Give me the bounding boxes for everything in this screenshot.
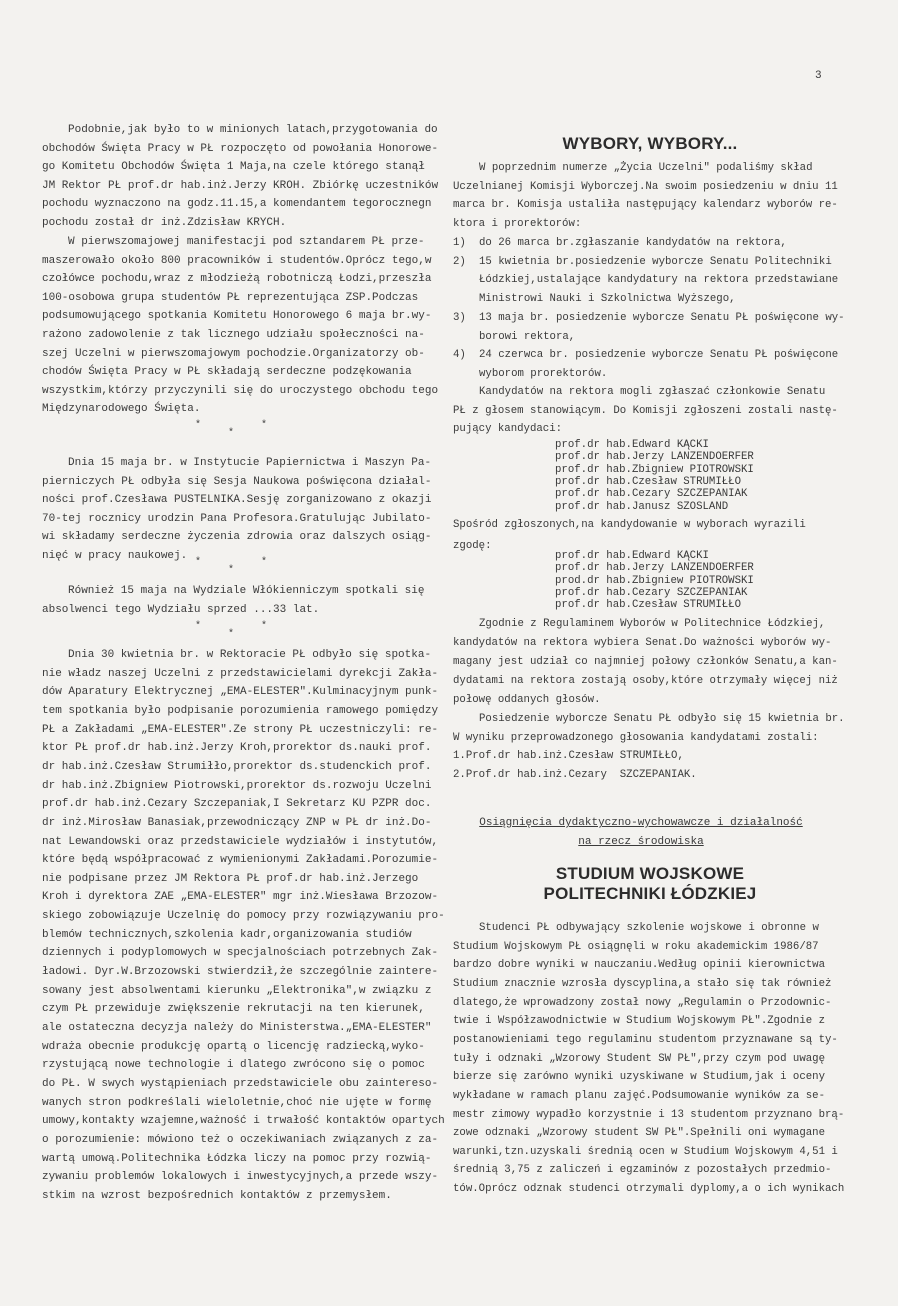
text-line: prof.dr hab.Janusz SZOSLAND	[555, 500, 729, 513]
text-line: pochodu został dr inż.Zdzisław KRYCH.	[42, 217, 287, 229]
text-line: magany jest udział co najmniej połowy członków Senatu,a kan-	[453, 656, 838, 668]
text-line: ale ostateczna decyzja należy do Ministerstwa.„EMA-ELESTER"	[42, 1022, 432, 1034]
text-line: dydatami na rektora zostają osoby,które otrzymały więcej niż	[453, 675, 838, 687]
asterisk-separator: *	[228, 629, 235, 640]
text-line: absolwenci tego Wydziału sprzed ...33 lat.	[42, 603, 320, 616]
text-line: ktora i prorektorów:	[453, 218, 582, 231]
text-line: ktor PŁ prof.dr hab.inż.Jerzy Kroh,prorektor ds.nauki prof.	[42, 742, 432, 755]
calendar-item-text: wyborom prorektorów.	[479, 367, 608, 380]
text-line: prof.dr hab.Czesław STRUMIŁŁO	[555, 475, 741, 488]
text-line: które będą współpracować z wymienionymi Zakładami.Porozumie-	[42, 854, 439, 867]
text-line: chodów Święta Pracy w PŁ składają serdeczne podzękowania	[42, 366, 412, 379]
text-line: rzystującą nowe technologie i dlatego zwrócono się o pomoc	[42, 1059, 425, 1072]
calendar-item-text: do 26 marca br.zgłaszanie kandydatów na rektora,	[479, 237, 787, 249]
calendar-item-number: 4)	[453, 349, 466, 362]
text-line: PŁ z głosem stanowiącym. Do Komisji zgłoszeni zostali nastę-	[453, 404, 838, 417]
asterisk-separator: *	[261, 557, 268, 568]
text-line: prof.dr hab.Jerzy LANZENDOERFER	[555, 562, 754, 575]
calendar-item-text: 13 maja br. posiedzenie wyborcze Senatu PŁ poświęcone wy-	[479, 311, 845, 324]
text-line: Również 15 maja na Wydziale Włókienniczym spotkali się	[68, 585, 425, 597]
text-line: bardzo dobre wyniki w nauczaniu.Według opinii kierownictwa	[453, 959, 825, 972]
text-line: wanych stron podkreślali wieloletnie,choć nie ujęte w formę	[42, 1096, 432, 1109]
text-line: wartą umową.Politechnika Łódzka liczy na pomoc przy rozwią-	[42, 1152, 432, 1165]
calendar-item-number: 3)	[453, 311, 466, 324]
text-line: dr hab.inż.Zbigniew Piotrowski,prorektor ds.rozwoju Uczelni	[42, 779, 432, 792]
article-title-military-study-line-1: STUDIUM WOJSKOWE	[555, 864, 745, 883]
text-line: tów.Oprócz odznak studenci otrzymali dyplomy,a o ich wynikach	[453, 1183, 845, 1196]
text-line: marca br. Komisja ustaliła następujący kalendarz wyborów re-	[453, 199, 838, 212]
text-line: bierze się zarówno wyniki uzyskiwane w Studium,jak i oceny	[453, 1071, 825, 1084]
text-line: rażono zadowolenie z tak licznego udziału społeczności na-	[42, 329, 425, 341]
text-line: 70-tej rocznicy urodzin Pana Profesora.Gratulując Jubilato-	[42, 512, 432, 525]
text-line: 100-osobowa grupa studentów PŁ reprezentująca ZSP.Podczas	[42, 291, 419, 304]
text-line: prof.dr hab.Zbigniew PIOTROWSKI	[555, 463, 754, 476]
text-line: PŁ a Zakładami „EMA-ELESTER".Ze strony PŁ uczestniczyli: re-	[42, 723, 439, 736]
text-line: prof.dr hab.inż.Cezary Szczepaniak,I Sekretarz KU PZPR doc.	[42, 798, 432, 811]
text-line: mestr zimowy wypadło korzystnie i 13 studentom przyznano brą-	[453, 1108, 845, 1121]
asterisk-separator: *	[261, 420, 268, 431]
text-line: dr hab.inż.Czesław Strumiłło,prorektor ds.studenckich prof.	[42, 760, 432, 773]
text-line: obchodów Święta Pracy w PŁ rozpoczęto od powołania Honorowe-	[42, 142, 439, 155]
text-line: prof.dr hab.Cezary SZCZEPANIAK	[555, 488, 748, 501]
text-line: pochodu wyznaczono na godz.11.15,a komendantem tegorocznegn	[42, 198, 432, 211]
text-line: Spośród zgłoszonych,na kandydowanie w wyborach wyrazili	[453, 519, 806, 531]
section-heading-text: na rzecz środowiska	[578, 836, 704, 848]
text-line: średnią 3,75 z zaliczeń i egzaminów z pozostałych przedmio-	[453, 1164, 832, 1177]
calendar-item-text: 24 czerwca br. posiedzenie wyborcze Senatu PŁ poświęcone	[479, 349, 839, 362]
page-number: 3	[815, 70, 822, 82]
text-line: umowy,kontakty wzajemne,ważność i trwałość kontaktów opartych	[42, 1115, 445, 1128]
text-line: Kroh i dyrektora ZAE „EMA-ELESTER" mgr inż.Wiesława Brzozow-	[42, 891, 439, 904]
text-line: Dnia 30 kwietnia br. w Rektoracie PŁ odbyło się spotka-	[68, 649, 432, 661]
section-heading-line-2	[445, 836, 837, 848]
text-line: szej Uczelni w pierwszomajowym pochodzie.Organizatorzy ob-	[42, 347, 425, 360]
text-line: kandydatów na rektora wybiera Senat.Do ważności wyborów wy-	[453, 637, 832, 649]
asterisk-separator: *	[261, 621, 268, 632]
text-line: zywaniu problemów lokalowych i inwestycyjnych,a przede wszy-	[42, 1171, 439, 1184]
text-line: nie podpisane przez JM Rektora PŁ prof.dr hab.inż.Jerzego	[42, 872, 419, 885]
text-line: dlatego,że wprowadzony został nowy „Regulamin o Przodownic-	[453, 996, 832, 1009]
text-line: prof.dr hab.Czesław STRUMIŁŁO	[555, 599, 741, 612]
text-line: Dnia 15 maja br. w Instytucie Papiernictwa i Maszyn Pa-	[68, 457, 432, 469]
text-line: maszerowało około 800 pracowników i studentów.Oprócz tego,w	[42, 254, 432, 267]
text-line: wdraża obecnie produkcję opartą o licencję radziecką,wyko-	[42, 1040, 425, 1053]
calendar-item-text: 15 kwietnia br.posiedzenie wyborcze Senatu Politechniki	[479, 255, 832, 268]
text-line: dziennych i podyplomowych w specjalnościach potrzebnych Zak-	[42, 947, 439, 960]
text-line: blemów technicznych,szkolenia kadr,organizowania studiów	[42, 928, 412, 941]
text-line: W wyniku przeprowadzonego głosowania kandydatami zostali:	[453, 731, 819, 744]
text-line: ładowi. Dyr.W.Brzozowski stwierdził,że szczególnie zaintere-	[42, 966, 439, 979]
calendar-item-number: 1)	[453, 237, 466, 249]
text-line: tuły i odznaki „Wzorowy Student SW PŁ",przy czym pod uwagę	[453, 1052, 825, 1065]
text-line: prof.dr hab.Cezary SZCZEPANIAK	[555, 586, 748, 599]
text-line: wszystkim,którzy przyczynili się do uroczystego obchodu tego	[42, 384, 439, 397]
section-heading-text: Osiągnięcia dydaktyczno-wychowawcze i działalność	[479, 817, 803, 829]
text-line: 2.Prof.dr hab.inż.Cezary SZCZEPANIAK.	[453, 768, 697, 781]
text-line: Podobnie,jak było to w minionych latach,przygotowania do	[68, 124, 438, 136]
text-line: JM Rektor PŁ prof.dr hab.inż.Jerzy KROH. Zbiórkę uczestników	[42, 179, 439, 192]
text-line: podsumowującego spotkania Komitetu Honorowego 6 maja br.wy-	[42, 310, 432, 323]
text-line: dów Aparatury Elektrycznej „EMA-ELESTER".Kulminacyjnym punk-	[42, 686, 439, 699]
text-line: zowe odznaki „Wzorowy student SW PŁ".Spełnili oni wymagane	[453, 1127, 825, 1140]
text-line: Kandydatów na rektora mogli zgłaszać członkowie Senatu	[479, 386, 826, 398]
text-line: Posiedzenie wyborcze Senatu PŁ odbyło się 15 kwietnia br.	[479, 713, 845, 725]
text-line: Uczelnianej Komisji Wyborczej.Na swoim posiedzeniu w dniu 11	[453, 180, 838, 193]
text-line: o porozumienie: mówiono też o oczekiwaniach związanych z za-	[42, 1133, 439, 1146]
text-line: pujący kandydaci:	[453, 423, 563, 436]
text-line: 1.Prof.dr hab.inż.Czesław STRUMIŁŁO,	[453, 750, 684, 763]
text-line: wi składamy serdeczne życzenia zdrowia oraz dalszych osiąg-	[42, 531, 432, 544]
calendar-item-text: Łódzkiej,ustalające kandydatury na rektora przedstawiane	[479, 274, 839, 287]
text-line: W poprzednim numerze „Życia Uczelni" podaliśmy skład	[479, 162, 813, 174]
text-line: połowę oddanych głosów.	[453, 694, 601, 706]
text-line: prod.dr hab.Zbigniew PIOTROWSKI	[555, 574, 754, 587]
text-line: sowany jest absolwentami kierunku „Elektronika",w związku z	[42, 984, 432, 997]
article-title-elections: WYBORY, WYBORY...	[562, 134, 738, 153]
text-line: ności prof.Czesława PUSTELNIKA.Sesję zorganizowano z okazji	[42, 494, 432, 507]
text-line: prof.dr hab.Jerzy LANZENDOERFER	[555, 451, 754, 464]
asterisk-separator: *	[195, 420, 202, 431]
text-line: postanowieniami tego regulaminu studentom przyznawane są ty-	[453, 1033, 838, 1046]
text-line: tem spotkania było podpisanie porozumienia ramowego pomiędzy	[42, 704, 439, 717]
asterisk-separator: *	[195, 557, 202, 568]
asterisk-separator: *	[195, 621, 202, 632]
text-line: go Komitetu Obchodów Święta 1 Maja,na czele którego stanął	[42, 161, 425, 174]
asterisk-separator: *	[228, 565, 235, 576]
text-line: Zgodnie z Regulaminem Wyborów w Politechnice Łódzkiej,	[479, 618, 826, 630]
text-line: Studium znacznie wzrosła dyscyplina,a stało się tak również	[453, 977, 832, 990]
text-line: dr inż.Mirosław Banasiak,przewodniczący ZNP w PŁ dr inż.Do-	[42, 816, 432, 829]
text-line: Studium Wojskowym PŁ osiągnęli w roku akademickim 1986/87	[453, 940, 819, 953]
text-line: nięć w pracy naukowej.	[42, 550, 188, 562]
text-line: nie władz naszej Uczelni z przedstawicielami dyrekcji Zakła-	[42, 667, 439, 680]
text-line: czym PŁ przewiduje zwiększenie rekrutacji na ten kierunek,	[42, 1003, 425, 1016]
text-line: prof.dr hab.Edward KĄCKI	[555, 439, 709, 451]
text-line: czołówce pochodu,wraz z młodzieżą robotniczą Łodzi,przeszła	[42, 273, 432, 286]
text-line: nat Lewandowski oraz przedstawiciele wydziałów i instytutów,	[42, 835, 439, 848]
text-line: warunki,tzn.uzyskali średnią ocen w Studium Wojskowym 4,51 i	[453, 1145, 838, 1158]
text-line: twie i Współzawodnictwie w Studium Wojskowym PŁ".Zgodnie z	[453, 1015, 825, 1028]
asterisk-separator: *	[228, 428, 235, 439]
text-line: wykładane w ramach planu zajęć.Podsumowanie wyników za se-	[453, 1089, 825, 1102]
calendar-item-number: 2)	[453, 255, 466, 268]
calendar-item-text: Ministrowi Nauki i Szkolnictwa Wyższego,	[479, 293, 736, 306]
text-line: W pierwszomajowej manifestacji pod sztandarem PŁ prze-	[68, 236, 425, 248]
article-title-military-study-line-2: POLITECHNIKI ŁÓDZKIEJ	[543, 884, 757, 903]
text-line: do PŁ. W swych wystąpieniach przedstawiciele obu zaintereso-	[42, 1077, 439, 1090]
text-line: stkim na wzrost bezpośrednich kontaktów z przemysłem.	[42, 1189, 392, 1202]
text-line: Studenci PŁ odbywający szkolenie wojskowe i obronne w	[479, 922, 819, 934]
text-line: pierniczych PŁ odbyła się Sesja Naukowa poświęcona działal-	[42, 475, 432, 488]
text-line: skiego zobowiązuje Uczelnię do pomocy przy rozwiązywaniu pro-	[42, 910, 445, 923]
section-heading-line-1	[445, 817, 837, 829]
text-line: Międzynarodowego Święta.	[42, 403, 201, 416]
text-line: zgodę:	[453, 540, 492, 552]
calendar-item-text: borowi rektora,	[479, 330, 576, 343]
text-line: prof.dr hab.Edward KĄCKI	[555, 550, 709, 562]
